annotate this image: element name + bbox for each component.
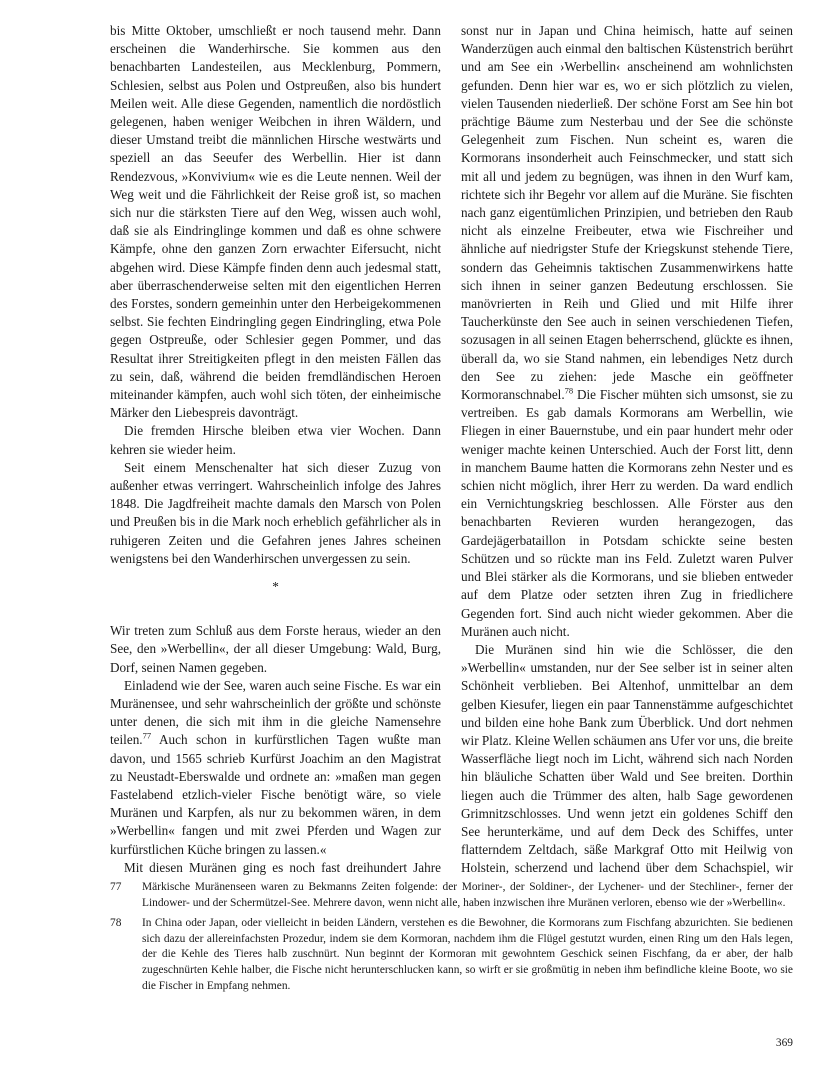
paragraph: Seit einem Menschenalter hat sich dieser Zuzug von außenher etwas verringert. Wahrscheinlich infolge des Jahres 1848. Die Jagdfreiheit machte damals den Marsch von Polen und Preußen bis in die Mark noch erheblich gefährlicher als in ruhigeren Zeiten und die Gefahren jenes Jahres scheinen wenigstens bei den Wanderhirschen unvergessen zu sein. — [110, 459, 441, 566]
footnote-reference-78[interactable]: 78 — [564, 385, 574, 396]
footnote-77 — [110, 880, 793, 911]
footnote-number: 78 — [110, 917, 122, 930]
footnote-text: Märkische Muränenseen waren zu Bekmanns Zeiten folgende: der Moriner-, der Soldiner-, der Lychener- und der Stechliner-, ferner der Lindower- und der Schermützel-See. Mehrere davon, wenn nicht alle, haben inzwischen ihre Muränen verloren, ebenso wie der »Werbellin«. — [142, 881, 793, 909]
footnote-reference-77[interactable]: 77 — [142, 730, 152, 741]
paragraph — [110, 677, 441, 859]
right-column — [461, 22, 793, 876]
paragraph-text: Auch schon in kurfürstlichen Tagen wußte man davon, und 1565 schrieb Kurfürst Joachim an den Magistrat zu Neustadt-Eberswalde und ordnete an: »maßen man gegen Fastelabend etzlich-vieler Fische benötigt wäre, so viele Muränen und Karpfen, als nur zu bekommen wären, in dem »Werbellin« fangen und mit zwei Pferden und Wagen zur kurfürstlichen Küche bringen zu lassen.« — [110, 732, 441, 857]
footnote-78 — [110, 916, 793, 994]
paragraph-text: Die Fischer mühten sich umsonst, sie zu vertreiben. Es gab damals Kormorans am Werbellin, wie Fliegen in einer Bauernstube, und ein paar hundert mehr oder weniger machte keinen Unterschied. Auch der Forst litt, denn in manchem Baume hatten die Kormorans zehn Nester und es schien nicht möglich, ihrer Herr zu werden. Da ward endlich ein Vernichtungskrieg beschlossen. Alle Förster aus den benachbarten Revieren wurden herangezogen, das Gardejägerbataillon in Potsdam schickte seine besten Schützen und so rückte man ins Feld. Zuletzt waren Pulver und Blei stärker als die Kormorans, und sie blieben entweder auf dem Platze oder setzten ihren Zug in friedlichere Gegenden fort. Sind auch nicht wieder gekommen. Aber die Muränen auch nicht. — [461, 387, 793, 639]
left-column — [110, 22, 441, 876]
paragraph: Die fremden Hirsche bleiben etwa vier Wochen. Dann kehren sie wieder heim. — [110, 423, 441, 457]
paragraph: Mit diesen Muränen ging es noch fast dreihundert Jahre — [124, 859, 441, 875]
two-column-body — [110, 22, 793, 876]
footnote-number: 77 — [110, 881, 122, 893]
footnotes — [110, 880, 793, 999]
section-separator: * — [272, 579, 279, 595]
paragraph: Die Muränen sind hin wie die Schlösser, die den »Werbellin« umstanden, nur der See selber ist in seiner alten Schönheit verblieben. Bei Altenhof, unmittelbar an dem gelben Kiesufer, liegen ein paar Tannenstämme aufgeschichtet und bilden eine hohe Bank zum Überblick. Und dort nehmen wir Platz. Kleine Wellen schäumen ans Ufer vor uns, die breite Wasserfläche liegt noch im Licht, während sich nach Norden hin bläuliche Schatten über Wald und See breiten. Dorthin liegen auch die Trümmer des alten, halb Sage gewordenen Grimnitzschlosses. Und wenn jetzt ein goldenes Schiff den See herunterkäme, und auf dem Deck des Schiffes, unter flatterndem Zeltdach, säße Markgraf Otto mit Heilwig von Holstein, scherzend und lachend über dem Schachspiel, wir — [461, 641, 793, 876]
paragraph: Wir treten zum Schluß aus dem Forste heraus, wieder an den See, den »Werbellin«, der all dieser Umgebung: Wald, Burg, Dorf, seinen Namen gegeben. — [110, 623, 441, 675]
paragraph — [461, 22, 793, 641]
paragraph-text: Einladend wie der See, waren auch seine Fische. Es war ein Muränensee, und sehr wahrscheinlich der größte und schönste unter denen, die sich mit ihm in die gleiche Namensehre teilen. — [110, 677, 441, 748]
paragraph: bis Mitte Oktober, umschließt er noch tausend mehr. Dann erscheinen die Wanderhirsche. Sie kommen aus den benachbarten Landesteilen, aus Mecklenburg, Pommern, Schlesien, selbst aus Polen und Ostpreußen, also bis hundert Meilen weit. Alle diese Gegenden, namentlich die nordöstlich gelegenen, haben weniger Weibchen in ihren Wäldern, und dieser Umstand treibt die männlichen Hirsche westwärts und speziell an das Seeufer des Werbellin. Hier ist dann Rendezvous, »Konvivium« wie es die Leute nennen. Weil der Weg weit und die Fährlichkeit der Reise groß ist, so machen sich nur die stärksten Tiere auf den Weg, wissen auch wohl, daß sie als Eindringlinge kommen und daß es ohne schwere Kämpfe, ohne den ganzen Zorn erwachter Eifersucht, nicht abgehen wird. Diese Kämpfe finden denn auch jedesmal statt, aber überraschenderweise selten mit den eigentlichen Herren des Forstes, sondern gemeinhin unter den Herbeigekommenen selbst. Sie fechten Eindringling gegen Eindringling, etwa Pole gegen Ostpreuße, oder Schlesier gegen Pommer, und das Resultat ihrer Streitigkeiten pflegt in den meisten Fällen das zu sein, daß, während die beiden fremdländischen Heroen miteinander kämpfen, auch wohl sich töten, der einheimische Märker den Liebespreis davonträgt. — [110, 23, 441, 421]
page-number: 369 — [775, 1037, 793, 1049]
footnote-text: In China oder Japan, oder vielleicht in beiden Ländern, verstehen es die Bewohner, die Kormorans zum Fischfang abzurichten. Sie bedienen sich dazu der allereinfachsten Prozedur, indem sie dem Kormoran, nachdem ihm die Flügel gestutzt wurden, einen Ring um den Hals legen, der die Kehle des Tieres halb zuschnürt. Nun beginnt der Kormoran mit gewohntem Geschick seinen Fischfang, da er aber, der halb zugeschnürten Kehle halber, die Fische nicht herunterschlucken kann, so wirft er sie großmütig in neben ihm befindliche kleine Boote, wo sie die Fischer in Empfang nehmen. — [142, 917, 793, 992]
paragraph-text: sonst nur in Japan und China heimisch, hatte auf seinen Wanderzügen auch einmal den baltischen Küstenstrich berührt und am See ein ›Werbellin‹ anscheinend am wohnlichsten gefunden. Denn hier war es, wo er sich plötzlich zu vielen, vielen Tausenden niederließ. Der schöne Forst am See hin bot prächtige Bäume zum Nesterbau und der See die schönste Gelegenheit zum Fischen. Nun scheint es, waren die Kormorans insonderheit auch Feinschmecker, und statt sich mit all und jedem zu begnügen, was ihnen in den Wurf kam, richtete sich ihr Begehr vor allem auf die Muräne. Sie fischten nach ganz eigentümlichen Prinzipien, und betrieben den Raub nicht als einzelne Freibeuter, etwa wie Fischreiher und ähnliche auf niedrigster Stufe der Kriegskunst stehende Tiere, sondern das Geheimnis taktischen Zusammenwirkens hatte sich ihnen in seiner ganzen Bedeutung erschlossen. Sie manövrierten in Reih und Glied und mit Hilfe ihrer Taucherkünste den See auch in seinen verschiedenen Tiefen, sozusagen in all seinen Etagen beherrschend, glückte es ihnen, überall da, wo sie Stand nahmen, ein lebendiges Netz durch den See zu ziehen: jede Masche ein geöffneter Kormoranschnabel. — [461, 23, 793, 403]
